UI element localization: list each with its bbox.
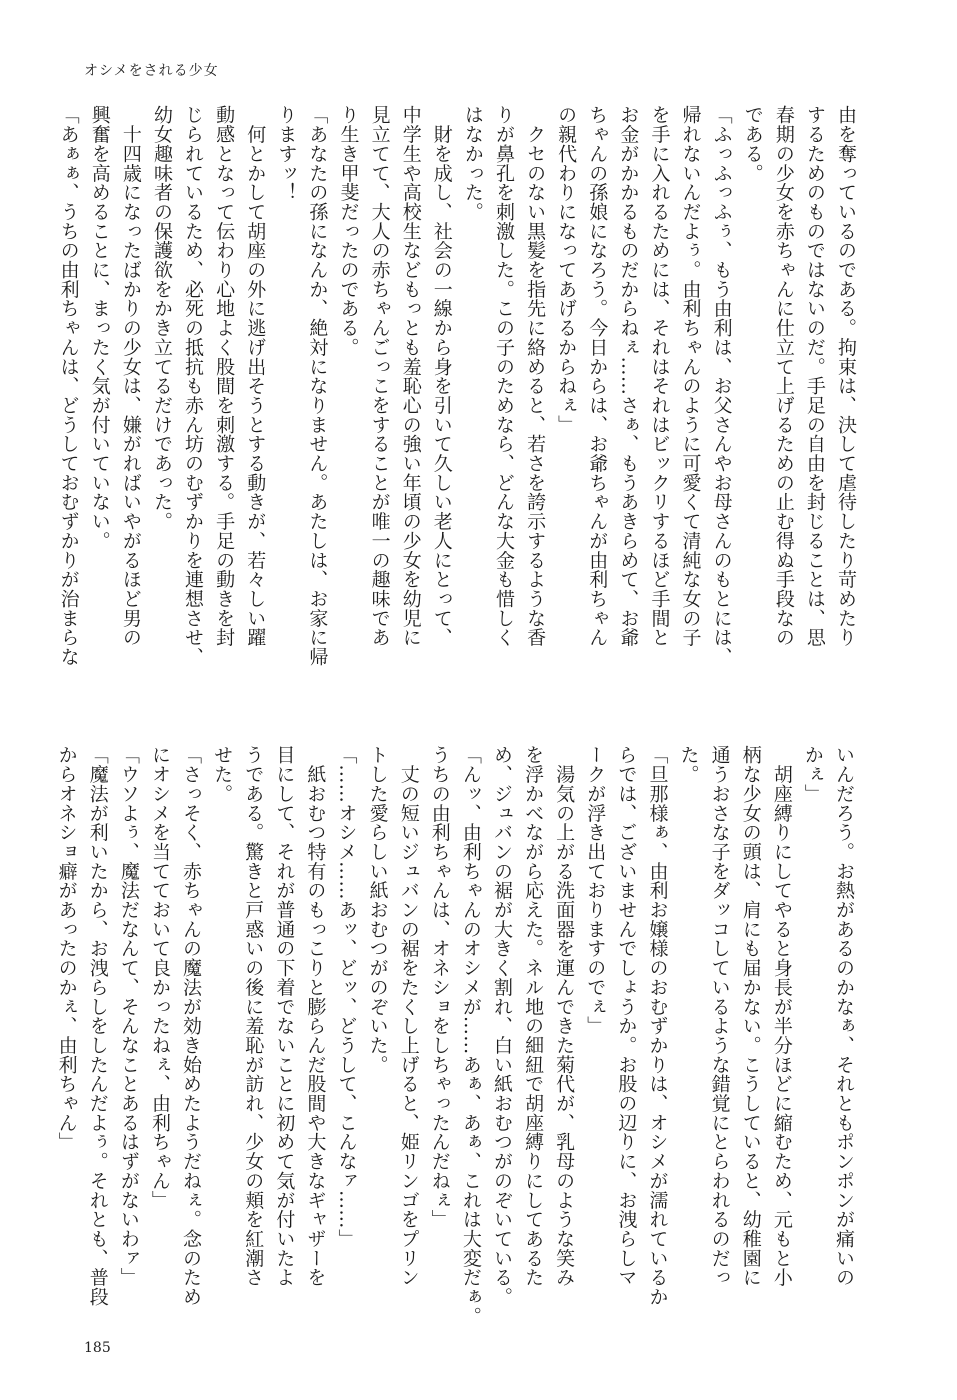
text-line: らでは、ございませんでしょうか。お股の辺りに、お洩らしマ	[615, 745, 638, 1287]
page-number: 185	[84, 1340, 111, 1356]
text-line: 柄な少女の頭は、肩にも届かない。こうしていると、幼稚園に	[739, 745, 762, 1287]
text-line: を浮かべながら応えた。ネル地の細紐で胡座縛りにしてあるた	[522, 745, 545, 1287]
text-line: いんだろう。お熱があるのかなぁ、それともポンポンが痛いの	[833, 745, 855, 1287]
text-line: 帰れないんだよぅ。由利ちゃんのように可愛くて清純な女の子	[679, 105, 702, 647]
text-line: 「あぁぁ、うちの由利ちゃんは、どうしておむずかりが治まらな	[57, 105, 80, 667]
text-line: 動感となって伝わり心地よく股間を刺激する。手足の動きを封	[213, 105, 236, 647]
text-line: 興奮を高めることに、まったく気が付いていない。	[88, 105, 111, 551]
text-line: た。	[677, 745, 700, 784]
text-line: かぇ」	[801, 745, 824, 804]
text-line: 「あなたの孫になんか、絶対になりません。あたしは、お家に帰	[306, 105, 329, 667]
text-line: うちの由利ちゃんは、オネショをしちゃったんだねぇ」	[428, 745, 451, 1229]
text-line: りが鼻孔を刺激した。この子のためなら、どんな大金も惜しく	[492, 105, 515, 647]
text-line: 十四歳になったばかりの少女は、嫌がればいやがるほど男の	[119, 105, 142, 647]
text-line: 「旦那様ぁ、由利お嬢様のおむずかりは、オシメが濡れているか	[646, 745, 669, 1307]
text-line: クセのない黒髪を指先に絡めると、若さを誇示するような香	[524, 105, 547, 647]
text-line: 通うおさな子をダッコしているような錯覚にとらわれるのだっ	[708, 745, 731, 1287]
text-line: 胡座縛りにしてやると身長が半分ほどに縮むため、元もと小	[770, 745, 793, 1287]
text-line: 何とかして胡座の外に逃げ出そうとする動きが、若々しい躍	[244, 105, 267, 647]
text-line: トした愛らしい紙おむつがのぞいた。	[366, 745, 389, 1074]
text-line: ちゃんの孫娘になろう。今日からは、お爺ちゃんが由利ちゃん	[586, 105, 609, 647]
text-line: 「魔法が利いたから、お洩らしをしたんだよぅ。それとも、普段	[86, 745, 109, 1307]
text-line: からオネショ癖があったのかぇ、由利ちゃん」	[55, 745, 78, 1152]
text-line: 湯気の上がる洗面器を運んできた菊代が、乳母のような笑み	[553, 745, 576, 1287]
text-line: 幼女趣味者の保護欲をかき立てるだけであった。	[150, 105, 173, 531]
text-line: 見立てて、大人の赤ちゃんごっこをすることが唯一の趣味であ	[368, 105, 391, 647]
text-line: ークが浮き出ておりますのでぇ」	[584, 745, 607, 1036]
text-line: 中学生や高校生などもっとも羞恥心の強い年頃の少女を幼児に	[399, 105, 422, 647]
text-line: りますッ！	[275, 105, 298, 202]
text-line: 「ふっふっふぅ、もう由利は、お父さんやお母さんのもとには、	[710, 105, 733, 667]
text-line: にオシメを当てておいて良かったねぇ、由利ちゃん」	[148, 745, 171, 1210]
text-line: め、ジュバンの裾が大きく割れ、白い紙おむつがのぞいている。	[490, 745, 513, 1307]
text-line: 「さっそく、赤ちゃんの魔法が効き始めたようだねぇ。念のため	[180, 745, 203, 1307]
text-line: 「んッ、由利ちゃんのオシメが……あぁ、あぁ、これは大変だぁ。	[459, 745, 482, 1326]
running-title: オシメをされる少女	[84, 63, 219, 79]
text-line: 春期の少女を赤ちゃんに仕立て上げるための止む得ぬ手段なの	[772, 105, 795, 647]
text-line: を手に入れるためには、それはそれはビックリするほど手間と	[648, 105, 671, 647]
text-line: お金がかかるものだからねぇ……さぁ、もうあきらめて、お爺	[617, 105, 640, 647]
text-line: 「……オシメ……あッ、どッ、どうして、こんなァ……」	[335, 745, 358, 1249]
text-line: り生き甲斐だったのである。	[337, 105, 360, 357]
text-line: するためのものではないのだ。手足の自由を封じることは、思	[803, 105, 826, 647]
text-line: である。	[741, 105, 764, 183]
text-line: 由を奪っているのである。拘束は、決して虐待したり苛めたり	[835, 105, 857, 647]
text-line: じられているため、必死の抵抗も赤ん坊のむずかりを連想させ、	[182, 105, 205, 667]
text-block-top	[57, 105, 861, 695]
text-block-bottom	[55, 745, 859, 1345]
text-line: せた。	[211, 745, 234, 804]
text-line: の親代わりになってあげるからねぇ」	[555, 105, 578, 434]
text-line: はなかった。	[461, 105, 484, 222]
text-line: 財を成し、社会の一線から身を引いて久しい老人にとって、	[430, 105, 453, 647]
text-line: 「ウソよぅ、魔法だなんて、そんなことあるはずがないわァ」	[117, 745, 140, 1287]
text-line: 目にして、それが普通の下着でないことに初めて気が付いたよ	[273, 745, 296, 1287]
text-line: 丈の短いジュバンの裾をたくし上げると、姫リンゴをプリン	[397, 745, 420, 1287]
text-line: 紙おむつ特有のもっこりと膨らんだ股間や大きなギャザーを	[304, 745, 327, 1287]
text-line: うである。驚きと戸惑いの後に羞恥が訪れ、少女の頬を紅潮さ	[242, 745, 265, 1287]
